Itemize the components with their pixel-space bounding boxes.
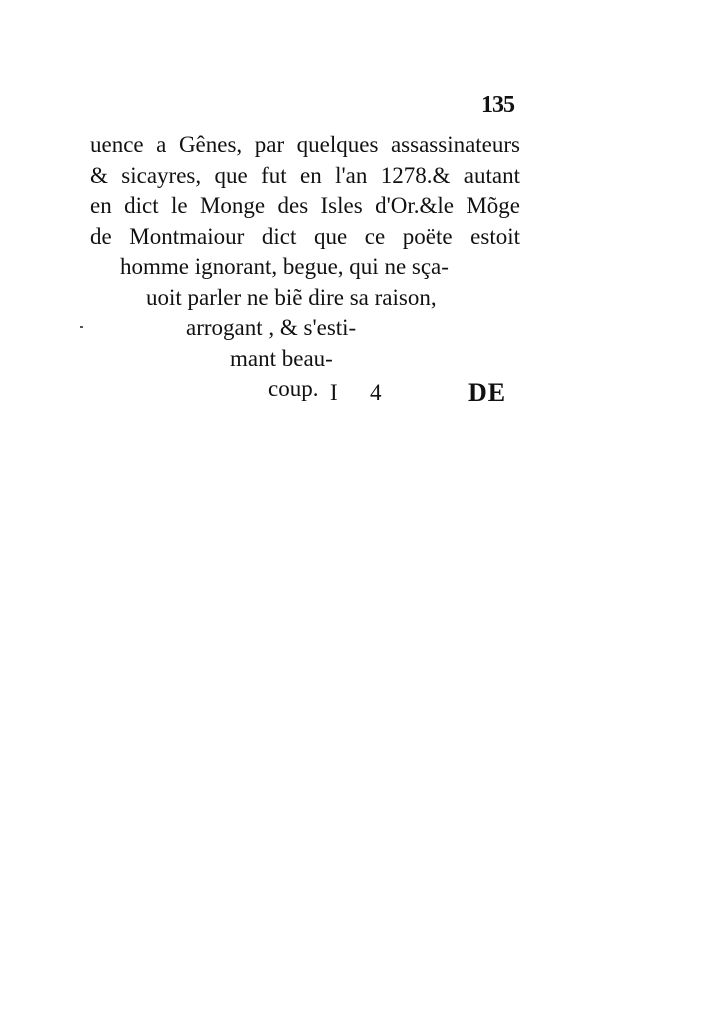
page-number: 135 <box>481 92 514 118</box>
text-line-3: en dict le Monge des Isles d'Or.&le Mõge <box>90 193 520 218</box>
signature-letter: I <box>330 380 338 405</box>
body-text <box>80 130 520 405</box>
text-line-4: de Montmaiour dict que ce poëte estoit <box>90 223 520 249</box>
text-line-1: uence a Gênes, par quelques assassinateurs <box>90 132 520 157</box>
text-line-5: homme ignorant, begue, qui ne sça- <box>120 254 449 279</box>
text-line-2: & sicayres, que fut en l'an 1278.& autant <box>90 162 520 188</box>
text-line-8: mant beau- <box>230 345 333 371</box>
text-line-7: arrogant , & s'esti- <box>186 315 357 340</box>
ink-speck <box>80 326 83 328</box>
text-line-9: coup. <box>268 376 319 401</box>
catchword: DE <box>468 378 507 407</box>
signature-mark-row <box>330 380 520 410</box>
signature-number: 4 <box>370 380 382 405</box>
text-line-6: uoit parler ne biẽ dire sa raison, <box>146 284 437 310</box>
